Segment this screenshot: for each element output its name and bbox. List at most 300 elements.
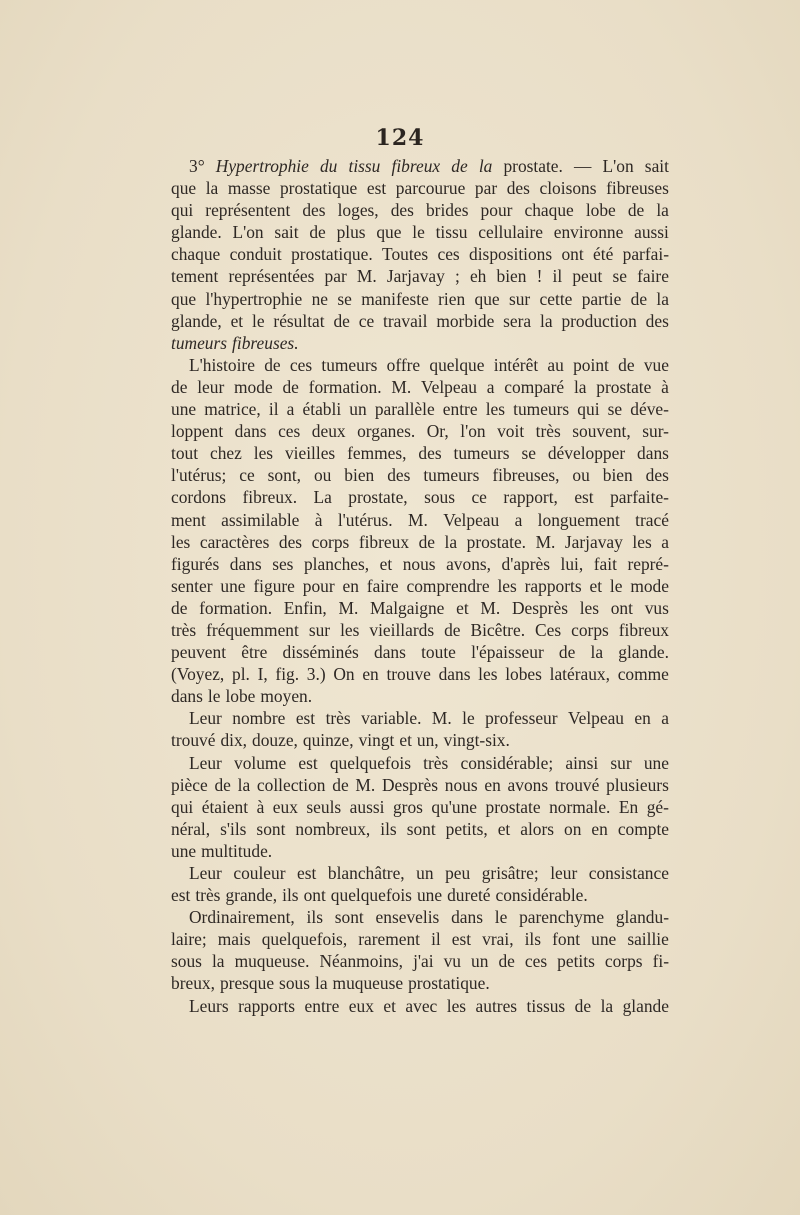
word: Jarjavay bbox=[564, 531, 623, 552]
word: sont bbox=[334, 907, 364, 928]
word: tumeurs bbox=[321, 354, 378, 375]
word: des bbox=[506, 178, 530, 199]
word: glande. bbox=[171, 222, 222, 243]
word: que bbox=[376, 222, 402, 243]
word: pour bbox=[302, 575, 335, 596]
word: autres bbox=[475, 995, 518, 1016]
text-line bbox=[171, 509, 669, 531]
word: un bbox=[416, 863, 434, 883]
word: de bbox=[618, 354, 635, 375]
word: normale. bbox=[549, 796, 611, 817]
word: mode bbox=[234, 376, 273, 397]
word: une bbox=[220, 575, 246, 596]
text-line bbox=[171, 310, 669, 332]
word: Velpeau bbox=[443, 509, 500, 530]
word: quelquefois bbox=[330, 885, 412, 906]
word: dispositions bbox=[469, 244, 553, 265]
word: plus bbox=[336, 222, 366, 243]
word: environne bbox=[553, 222, 624, 243]
word: de bbox=[264, 354, 281, 375]
word: se bbox=[337, 288, 352, 309]
word: les bbox=[497, 575, 517, 596]
word: Desprès bbox=[381, 774, 439, 795]
text-line bbox=[171, 862, 669, 884]
word: et bbox=[399, 730, 412, 751]
word: il bbox=[552, 266, 563, 287]
word: l'hypertrophie bbox=[205, 288, 303, 309]
word: en bbox=[362, 664, 379, 685]
word: Toutes bbox=[382, 244, 429, 265]
word: gros bbox=[392, 796, 423, 817]
word: l'on bbox=[460, 421, 486, 442]
text-line bbox=[171, 531, 669, 553]
word: parfai- bbox=[622, 244, 669, 265]
text-line bbox=[171, 840, 669, 862]
word: la bbox=[478, 156, 493, 176]
word: rarement bbox=[358, 929, 421, 950]
word: M. bbox=[356, 266, 377, 287]
text-line bbox=[171, 619, 669, 641]
word: lobes bbox=[505, 664, 542, 685]
word: tracé bbox=[635, 509, 669, 530]
word: des bbox=[418, 443, 442, 464]
word: M. bbox=[431, 708, 452, 729]
word: la bbox=[314, 973, 328, 994]
word: blanchâtre, bbox=[327, 863, 405, 883]
word: dix, bbox=[220, 730, 248, 751]
word: des bbox=[390, 200, 414, 221]
word: du bbox=[319, 156, 338, 176]
word: dureté bbox=[447, 885, 491, 906]
word: dans bbox=[451, 907, 483, 928]
word: muqueuse. bbox=[234, 951, 310, 972]
word: conduit bbox=[229, 244, 282, 265]
word: seuls bbox=[306, 796, 342, 817]
word: tumeurs bbox=[453, 443, 510, 464]
word: font bbox=[552, 929, 581, 950]
word: de bbox=[574, 995, 592, 1016]
word: le bbox=[207, 686, 221, 707]
word: entre bbox=[304, 995, 340, 1016]
word: est bbox=[574, 487, 594, 508]
word: de bbox=[451, 156, 468, 176]
word: et bbox=[589, 575, 603, 596]
text-line bbox=[171, 199, 669, 221]
text-line bbox=[171, 332, 669, 354]
word: un bbox=[471, 951, 489, 972]
word: nombre bbox=[232, 708, 286, 729]
word: compte bbox=[617, 818, 669, 839]
word: ont bbox=[561, 244, 584, 265]
word: nous bbox=[444, 774, 478, 795]
word: 3° bbox=[189, 156, 205, 176]
word: leur bbox=[550, 863, 578, 883]
word: Ordinairement, bbox=[189, 907, 295, 928]
word: glandu- bbox=[615, 907, 669, 928]
word: a bbox=[514, 509, 523, 530]
text-line bbox=[171, 243, 669, 265]
word: breux, bbox=[171, 973, 215, 994]
word: toute bbox=[421, 642, 456, 663]
word: à bbox=[256, 796, 265, 817]
word: aussi bbox=[634, 222, 669, 243]
word: — bbox=[574, 156, 592, 176]
text-line bbox=[171, 663, 669, 685]
word: fibreux bbox=[358, 531, 410, 552]
word: l'utérus; bbox=[171, 465, 227, 486]
word: Ces bbox=[535, 619, 562, 640]
word: couleur bbox=[233, 863, 286, 883]
word: très bbox=[535, 421, 561, 442]
word: matrice, bbox=[204, 399, 261, 420]
word: de bbox=[498, 951, 515, 972]
word: saillie bbox=[627, 929, 669, 950]
word: corps bbox=[311, 531, 350, 552]
word: volume bbox=[234, 752, 287, 773]
word: les bbox=[171, 531, 191, 552]
word: de bbox=[444, 619, 461, 640]
word: comme bbox=[617, 664, 669, 685]
word: de bbox=[418, 531, 435, 552]
word: ces bbox=[278, 421, 301, 442]
word: le bbox=[412, 222, 425, 243]
word: fibreuses. bbox=[232, 332, 299, 353]
word: travail bbox=[383, 310, 428, 331]
word: lobe bbox=[585, 200, 616, 221]
word: M. bbox=[535, 531, 556, 552]
word: Néanmoins, bbox=[319, 951, 404, 972]
text-line bbox=[171, 288, 669, 310]
word: La bbox=[313, 487, 332, 508]
word: vingt-six. bbox=[443, 730, 510, 751]
word: de bbox=[630, 288, 648, 309]
word: rien bbox=[438, 288, 466, 309]
word: prostate. bbox=[466, 531, 527, 552]
word: est bbox=[295, 708, 316, 729]
word: a bbox=[286, 399, 295, 420]
word: eux bbox=[272, 796, 298, 817]
word: professeur bbox=[485, 708, 558, 729]
word: ils bbox=[282, 885, 299, 906]
word: trouve bbox=[386, 664, 431, 685]
word: tissu bbox=[348, 156, 381, 176]
word: l'épaisseur bbox=[471, 642, 544, 663]
word: sur bbox=[308, 619, 331, 640]
word: en bbox=[591, 818, 608, 839]
word: de bbox=[309, 222, 326, 243]
word: peuvent bbox=[171, 642, 227, 663]
word: entre bbox=[442, 399, 478, 420]
word: a bbox=[661, 708, 669, 729]
word: développer bbox=[547, 443, 626, 464]
word: ou bbox=[572, 465, 590, 486]
word: ces bbox=[437, 244, 460, 265]
word: Jarjavay bbox=[386, 266, 445, 287]
word: sur- bbox=[642, 421, 669, 442]
word: de bbox=[214, 774, 231, 795]
word: fibreuses bbox=[606, 178, 669, 199]
word: très bbox=[195, 885, 221, 906]
word: fibreux. bbox=[242, 487, 298, 508]
word: tumeurs bbox=[513, 399, 570, 420]
word: de bbox=[171, 376, 188, 397]
word: avons bbox=[507, 774, 549, 795]
word: (Voyez, bbox=[171, 664, 225, 685]
word: sur bbox=[610, 752, 632, 773]
word: l'utérus. bbox=[337, 509, 393, 530]
word: à bbox=[314, 509, 323, 530]
text-line bbox=[171, 641, 669, 663]
word: femmes, bbox=[347, 443, 407, 464]
word: chaque bbox=[171, 244, 221, 265]
word: les bbox=[478, 664, 498, 685]
word: variable. bbox=[361, 708, 422, 729]
word: la bbox=[590, 642, 604, 663]
word: 3.) bbox=[306, 664, 326, 685]
word: M. bbox=[338, 597, 359, 618]
word: voit bbox=[497, 421, 525, 442]
word: ment bbox=[171, 509, 206, 530]
word: une bbox=[643, 752, 669, 773]
word: la bbox=[656, 288, 669, 309]
word: et bbox=[379, 553, 393, 574]
word: les bbox=[253, 443, 274, 464]
word: chaque bbox=[524, 200, 574, 221]
word: représentent bbox=[205, 200, 291, 221]
word: masse bbox=[227, 178, 271, 199]
word: vus bbox=[644, 597, 669, 618]
text-line bbox=[171, 729, 669, 751]
word: cloisons bbox=[539, 178, 597, 199]
word: eh bbox=[469, 266, 487, 287]
word: sont bbox=[406, 818, 436, 839]
word: être bbox=[241, 642, 268, 663]
word: peut bbox=[572, 266, 603, 287]
word: les bbox=[340, 619, 360, 640]
word: qui bbox=[577, 399, 600, 420]
page-number: 124 bbox=[375, 125, 425, 151]
word: quelque bbox=[429, 354, 485, 375]
word: douze, bbox=[252, 730, 298, 751]
word: ou bbox=[313, 465, 332, 486]
word: Or, bbox=[426, 421, 449, 442]
text-line bbox=[171, 884, 669, 906]
word: senter bbox=[171, 575, 213, 596]
word: une bbox=[416, 885, 443, 906]
word: M. bbox=[391, 376, 412, 397]
word: corps bbox=[571, 619, 609, 640]
word: cordons bbox=[171, 487, 227, 508]
word: offre bbox=[386, 354, 421, 375]
word: sait bbox=[644, 156, 669, 176]
word: lobe bbox=[225, 686, 256, 707]
word: caractères bbox=[199, 531, 270, 552]
text-line bbox=[171, 354, 669, 376]
word: est bbox=[366, 178, 387, 199]
text-line bbox=[171, 575, 669, 597]
word: par bbox=[324, 266, 347, 287]
word: pl. bbox=[232, 664, 250, 685]
word: ils bbox=[380, 818, 397, 839]
word: souvent, bbox=[572, 421, 631, 442]
word: sur bbox=[508, 288, 531, 309]
word: que bbox=[474, 288, 500, 309]
word: la bbox=[573, 376, 587, 397]
text-line bbox=[171, 818, 669, 840]
word: ces bbox=[524, 951, 548, 972]
word: des bbox=[387, 465, 411, 486]
body-text bbox=[171, 155, 669, 1017]
word: la bbox=[205, 178, 219, 199]
word: et bbox=[230, 310, 244, 331]
word: une bbox=[591, 929, 617, 950]
word: en bbox=[484, 774, 501, 795]
text-line bbox=[171, 928, 669, 950]
word: ainsi bbox=[565, 752, 599, 773]
word: mais bbox=[217, 929, 251, 950]
word: tement bbox=[171, 266, 219, 287]
word: grisâtre; bbox=[481, 863, 539, 883]
text-line bbox=[171, 376, 669, 398]
word: Bicêtre. bbox=[470, 619, 526, 640]
text-line bbox=[171, 398, 669, 420]
word: une bbox=[171, 399, 197, 420]
word: la bbox=[237, 774, 251, 795]
text-line bbox=[171, 420, 669, 442]
text-line bbox=[171, 486, 669, 508]
word: Desprès bbox=[511, 597, 568, 618]
word: la bbox=[211, 951, 225, 972]
text-line bbox=[171, 442, 669, 464]
word: fibreux bbox=[391, 156, 441, 176]
word: et bbox=[456, 597, 469, 618]
word: des bbox=[645, 310, 669, 331]
word: cellulaire bbox=[478, 222, 543, 243]
word: des bbox=[302, 200, 326, 221]
word: ce bbox=[471, 487, 487, 508]
word: le bbox=[462, 708, 475, 729]
word: Leurs bbox=[189, 995, 229, 1016]
word: avons, bbox=[446, 553, 491, 574]
word: M. bbox=[355, 774, 376, 795]
word: se bbox=[521, 443, 536, 464]
word: fig. bbox=[275, 664, 300, 685]
word: L'on bbox=[232, 222, 264, 243]
word: prostate. bbox=[503, 156, 563, 176]
word: ensevelis bbox=[375, 907, 440, 928]
word: très bbox=[325, 708, 351, 729]
word: une bbox=[171, 840, 197, 861]
word: ils bbox=[524, 929, 542, 950]
word: des bbox=[645, 465, 669, 486]
word: tissu bbox=[435, 222, 468, 243]
word: prostate bbox=[596, 376, 652, 397]
word: eux bbox=[348, 995, 374, 1016]
word: alors bbox=[520, 818, 555, 839]
word: s'ils bbox=[220, 818, 247, 839]
word: la bbox=[444, 531, 458, 552]
word: bien bbox=[602, 465, 633, 486]
word: faire bbox=[637, 266, 669, 287]
word: loppent bbox=[171, 421, 224, 442]
word: sait bbox=[274, 222, 299, 243]
word: glande. bbox=[618, 642, 669, 663]
word: assimilable bbox=[221, 509, 300, 530]
word: morbide bbox=[436, 310, 495, 331]
word: ! bbox=[536, 266, 543, 287]
text-line bbox=[171, 553, 669, 575]
word: dans bbox=[374, 642, 406, 663]
word: le bbox=[494, 907, 508, 928]
word: collection bbox=[256, 774, 326, 795]
word: partie bbox=[581, 288, 622, 309]
word: consistance bbox=[588, 863, 669, 883]
word: est bbox=[297, 863, 317, 883]
word: fibreux bbox=[618, 619, 669, 640]
word: les bbox=[632, 531, 652, 552]
word: très bbox=[171, 619, 197, 640]
word: se bbox=[612, 266, 627, 287]
text-line bbox=[171, 464, 669, 486]
word: prostatique. bbox=[408, 973, 490, 994]
word: est bbox=[171, 885, 191, 906]
word: de bbox=[627, 200, 645, 221]
word: d'après bbox=[501, 553, 551, 574]
word: se bbox=[607, 399, 623, 420]
text-line bbox=[171, 685, 669, 707]
word: au bbox=[547, 354, 564, 375]
word: prostate, bbox=[348, 487, 408, 508]
word: rapport, bbox=[503, 487, 558, 508]
word: et bbox=[383, 995, 396, 1016]
word: parfaite- bbox=[610, 487, 669, 508]
word: pour bbox=[480, 200, 513, 221]
text-line bbox=[171, 796, 669, 818]
word: On bbox=[333, 664, 355, 685]
word: parenchyme bbox=[519, 907, 605, 928]
word: Malgaigne bbox=[370, 597, 445, 618]
word: M. bbox=[480, 597, 501, 618]
word: fait bbox=[593, 553, 617, 574]
word: aussi bbox=[349, 796, 385, 817]
word: moyen. bbox=[260, 686, 313, 707]
word: il bbox=[268, 399, 279, 420]
text-line bbox=[171, 177, 669, 199]
word: ce bbox=[239, 465, 255, 486]
word: très bbox=[423, 752, 449, 773]
word: figurés bbox=[171, 553, 220, 574]
word: est bbox=[298, 752, 318, 773]
word: faire bbox=[366, 575, 399, 596]
word: considérable. bbox=[495, 885, 588, 906]
word: formation. bbox=[308, 376, 382, 397]
word: prostate bbox=[485, 796, 541, 817]
word: gé- bbox=[646, 796, 669, 817]
word: comparé bbox=[504, 376, 565, 397]
word: tumeurs bbox=[171, 332, 228, 353]
word: L'on bbox=[602, 156, 634, 176]
word: comprendre bbox=[406, 575, 490, 596]
word: En bbox=[618, 796, 639, 817]
word: j'ai bbox=[413, 951, 434, 972]
word: le bbox=[609, 575, 623, 596]
text-line bbox=[171, 265, 669, 287]
word: dans bbox=[234, 421, 267, 442]
word: les bbox=[485, 399, 506, 420]
word: ses bbox=[272, 553, 294, 574]
word: vingt bbox=[358, 730, 395, 751]
word: et bbox=[497, 818, 511, 839]
